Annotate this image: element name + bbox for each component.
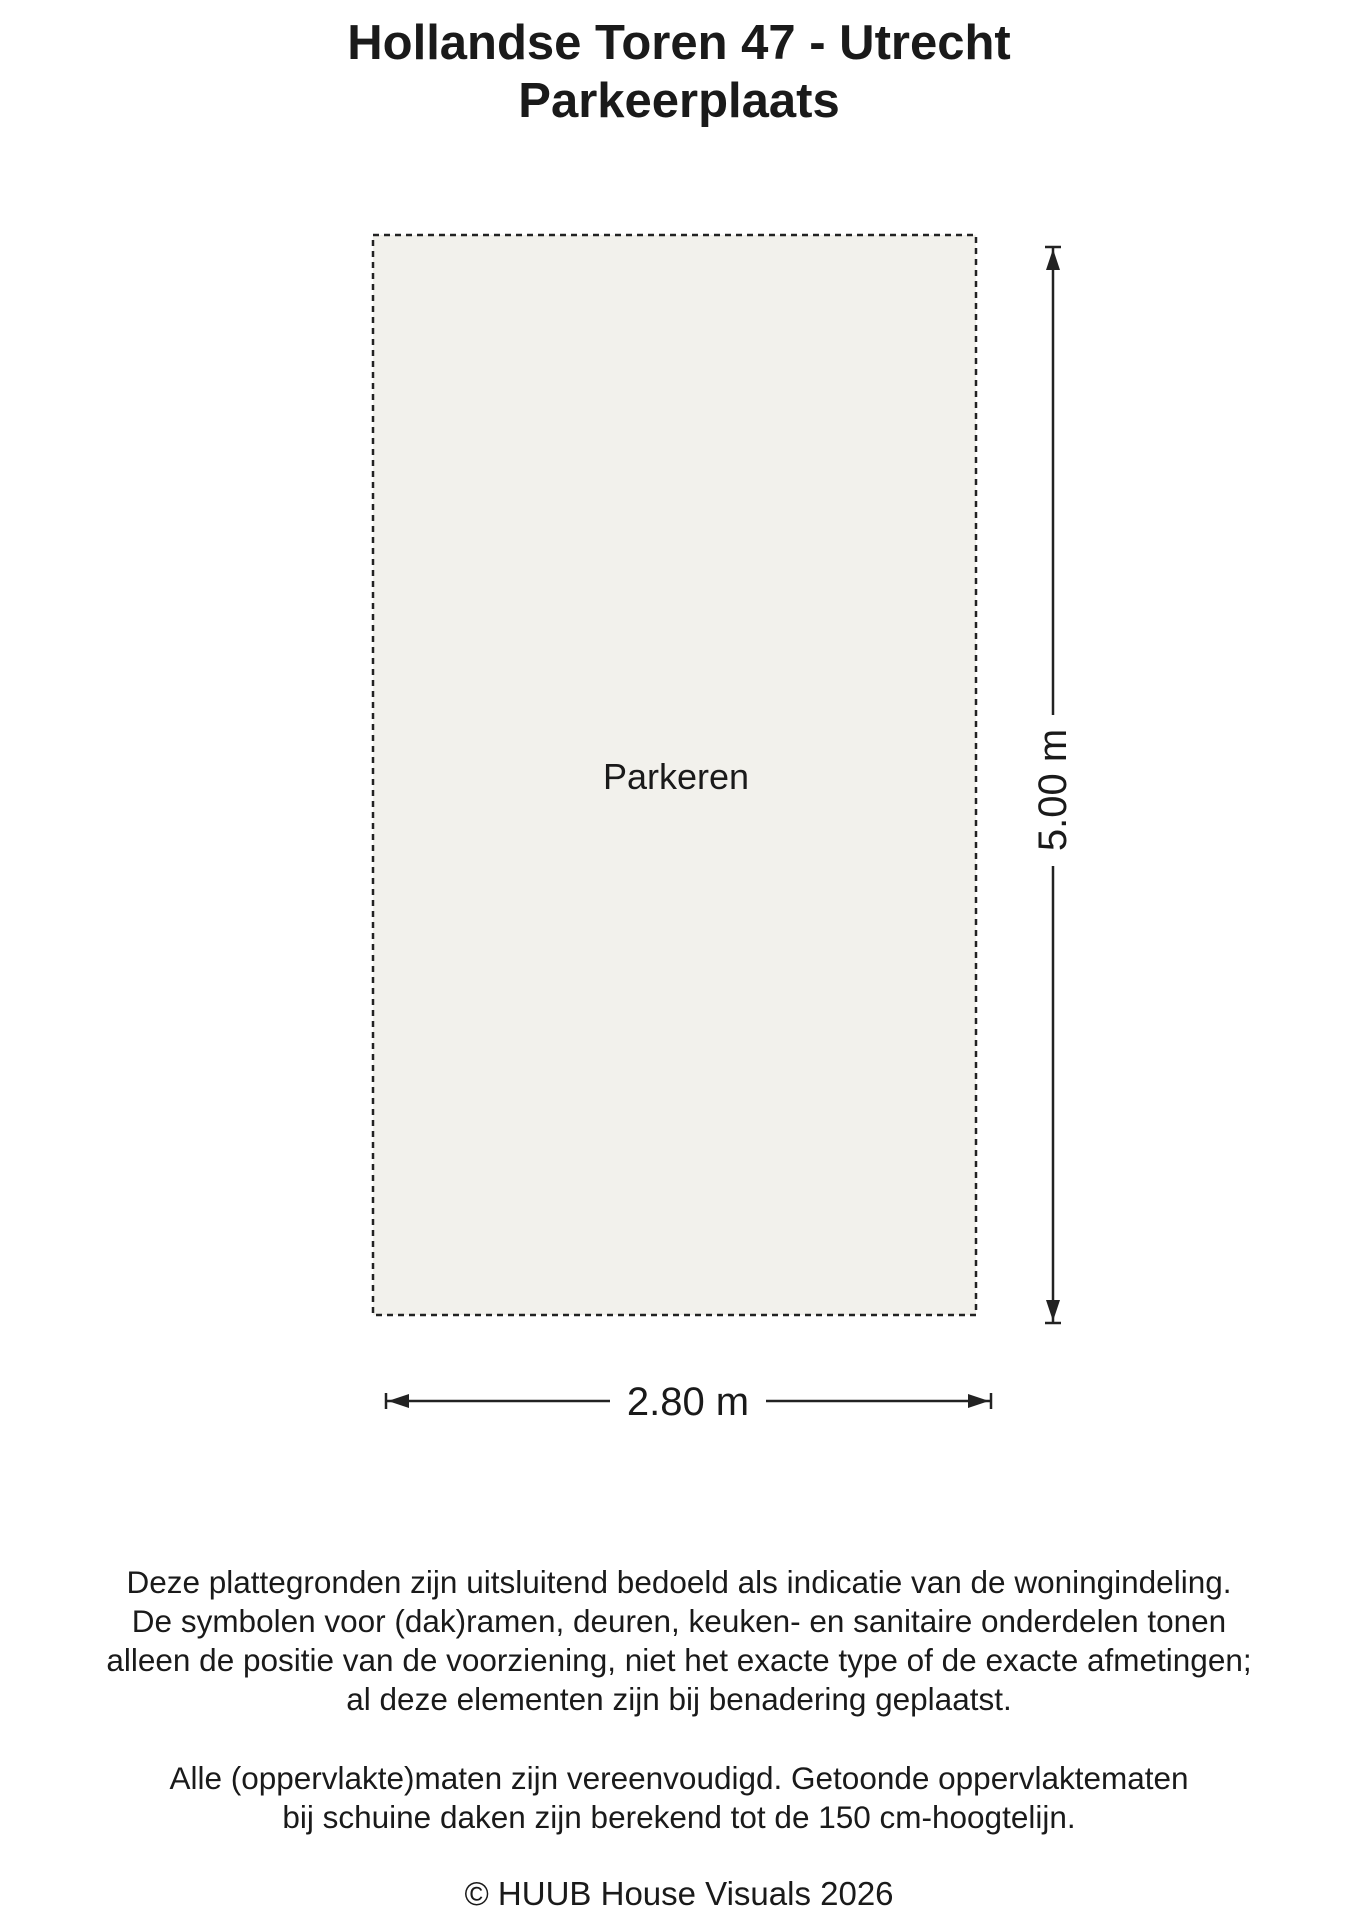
disclaimer-paragraph-2 bbox=[0, 1759, 1358, 1837]
room-label: Parkeren bbox=[602, 756, 750, 797]
page-subtitle: Parkeerplaats bbox=[518, 74, 840, 128]
copyright-notice: © HUUB House Visuals 2026 bbox=[464, 1875, 894, 1912]
disclaimer-paragraph-1 bbox=[0, 1563, 1358, 1719]
disclaimer-line: De symbolen voor (dak)ramen, deuren, keuken- en sanitaire onderdelen tonen bbox=[131, 1603, 1227, 1639]
width-dimension-label: 2.80 m bbox=[626, 1380, 750, 1424]
disclaimer-line: alleen de positie van de voorziening, niet het exacte type of de exacte afmetingen; bbox=[106, 1642, 1252, 1678]
disclaimer-line: bij schuine daken zijn berekend tot de 150 cm-hoogtelijn. bbox=[282, 1799, 1076, 1835]
height-dimension-label: 5.00 m bbox=[1031, 728, 1075, 852]
page-title: Hollandse Toren 47 - Utrecht bbox=[347, 16, 1011, 70]
disclaimer-line: Alle (oppervlakte)maten zijn vereenvoudigd. Getoonde oppervlaktematen bbox=[169, 1760, 1189, 1796]
height-dimension bbox=[1031, 247, 1075, 1323]
width-dimension bbox=[386, 1380, 991, 1424]
disclaimer-line: al deze elementen zijn bij benadering geplaatst. bbox=[346, 1681, 1012, 1717]
disclaimer-line: Deze plattegronden zijn uitsluitend bedoeld als indicatie van de woningindeling. bbox=[126, 1564, 1232, 1600]
